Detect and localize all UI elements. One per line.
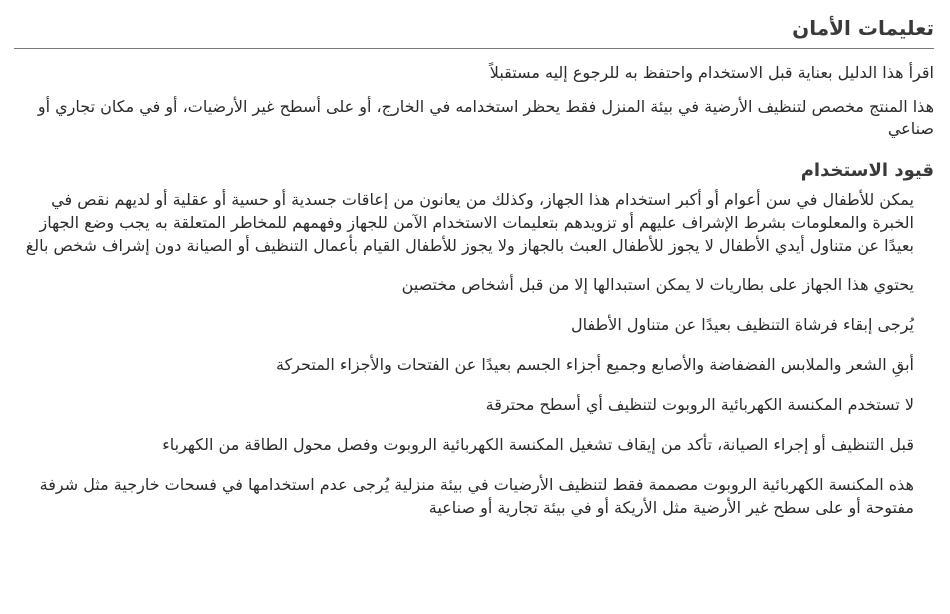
page-title: تعليمات الأمان xyxy=(14,12,934,49)
restriction-item-burning-surfaces: لا تستخدم المكنسة الكهربائية الروبوت لتنظيف أي أسطح محترقة xyxy=(485,395,914,414)
restriction-item-indoor-home-use-only: هذه المكنسة الكهربائية الروبوت مصممة فقط لتنظيف الأرضيات في بيئة منزلية يُرجى عدم استخدامها في فسحات خارجية مثل شرفة مفتوحة أو على سطح غير الأرضية مثل الأريكة أو في بيئة تجارية أو صناعية xyxy=(39,475,914,517)
restriction-item-moving-parts: أبقِ الشعر والملابس الفضفاضة والأصابع وجميع أجزاء الجسم بعيدًا عن الفتحات والأجزاء المتحركة xyxy=(276,355,914,374)
restriction-item-brush-away-from-children: يُرجى إبقاء فرشاة التنظيف بعيدًا عن متناول الأطفال xyxy=(570,315,914,334)
intro-paragraph-read-manual: اقرأ هذا الدليل بعناية قبل الاستخدام واحتفظ به للرجوع إليه مستقبلاً xyxy=(489,63,934,82)
intro-paragraph-intended-use: هذا المنتج مخصص لتنظيف الأرضية في بيئة المنزل فقط يحظر استخدامه في الخارج، أو على أسطح غير الأرضيات، أو في مكان تجاري أو صناعي xyxy=(37,97,934,138)
usage-restrictions-list xyxy=(14,188,934,519)
usage-restrictions-heading: قيود الاستخدام xyxy=(800,160,934,181)
restriction-item-batteries: يحتوي هذا الجهاز على بطاريات لا يمكن استبدالها إلا من قبل أشخاص مختصين xyxy=(401,275,914,294)
restriction-item-power-off-before-cleaning: قبل التنظيف أو إجراء الصيانة، تأكد من إيقاف تشغيل المكنسة الكهربائية الروبوت وفصل محول الطاقة من الكهرباء xyxy=(162,435,914,454)
restriction-item-children-supervision: يمكن للأطفال في سن أعوام أو أكبر استخدام هذا الجهاز، وكذلك من يعانون من إعاقات جسدية أو حسية أو عقلية أو لديهم نقص في الخبرة والمعلومات بشرط الإشراف عليهم أو تزويدهم بتعليمات الاستخدام الآمن للجهاز وفهمهم للمخاطر المتعلقة به يجب وضع الجهاز بعيدًا عن متناول أيدي الأطفال لا يجوز للأطفال العبث بالجهاز ولا يجوز للأطفال القيام بأعمال التنظيف أو الصيانة دون إشراف شخص بالغ xyxy=(25,190,914,255)
intro-section xyxy=(14,62,934,140)
